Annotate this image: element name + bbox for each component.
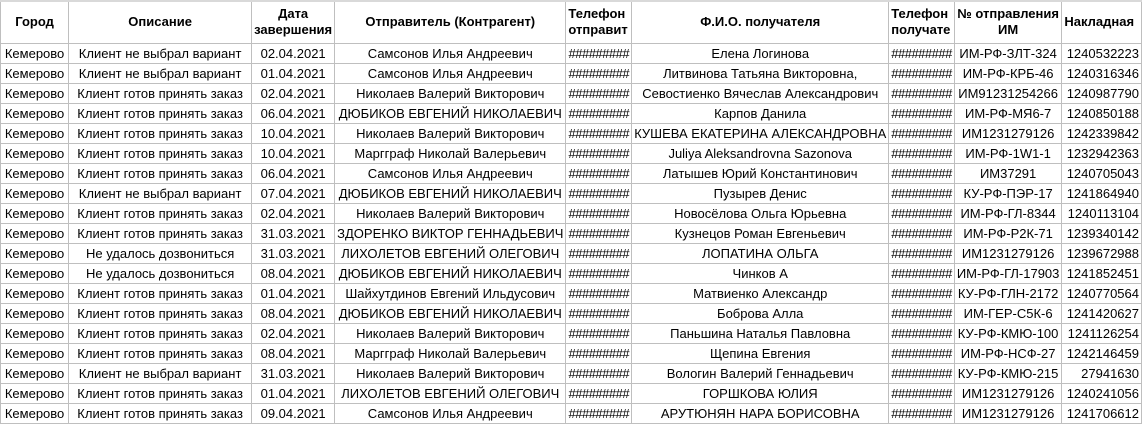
cell-recipient[interactable]: ЛОПАТИНА ОЛЬГА [632, 244, 889, 264]
cell-waybill[interactable]: 1241420627 [1062, 304, 1142, 324]
cell-waybill[interactable]: 1239672988 [1062, 244, 1142, 264]
table-row [1, 164, 1142, 184]
cell-sender-phone[interactable]: ######### [566, 224, 632, 244]
table-row [1, 84, 1142, 104]
cell-date[interactable]: 06.04.2021 [252, 104, 335, 124]
table-row [1, 404, 1142, 424]
cell-city[interactable]: Кемерово [1, 204, 69, 224]
cell-sender-phone[interactable]: ######### [566, 384, 632, 404]
cell-sender-phone[interactable]: ######### [566, 184, 632, 204]
cell-recipient-phone[interactable]: ######### [889, 284, 955, 304]
cell-description[interactable]: Клиент готов принять заказ [69, 84, 252, 104]
cell-recipient[interactable]: Литвинова Татьяна Викторовна, [632, 64, 889, 84]
cell-waybill[interactable]: 27941630 [1062, 364, 1142, 384]
cell-city[interactable]: Кемерово [1, 84, 69, 104]
table-row [1, 244, 1142, 264]
cell-sender-phone[interactable]: ######### [566, 304, 632, 324]
cell-description[interactable]: Клиент готов принять заказ [69, 404, 252, 424]
cell-shipment-no[interactable]: ИМ-РФ-Р2К-71 [954, 224, 1062, 244]
table-row [1, 204, 1142, 224]
cell-date[interactable]: 31.03.2021 [252, 244, 335, 264]
cell-shipment-no[interactable]: ИМ1231279126 [954, 384, 1062, 404]
cell-shipment-no[interactable]: КУ-РФ-КМЮ-215 [954, 364, 1062, 384]
cell-shipment-no[interactable]: ИМ-РФ-МЯ6-7 [954, 104, 1062, 124]
cell-description[interactable]: Клиент готов принять заказ [69, 124, 252, 144]
cell-shipment-no[interactable]: ИМ1231279126 [954, 404, 1062, 424]
cell-waybill[interactable]: 1242146459 [1062, 344, 1142, 364]
header-description[interactable]: Описание [69, 1, 252, 44]
cell-recipient-phone[interactable]: ######### [889, 44, 955, 64]
cell-description[interactable]: Клиент готов принять заказ [69, 384, 252, 404]
cell-city[interactable]: Кемерово [1, 384, 69, 404]
cell-description[interactable]: Клиент не выбрал вариант [69, 184, 252, 204]
cell-sender[interactable]: ЛИХОЛЕТОВ ЕВГЕНИЙ ОЛЕГОВИЧ [335, 244, 566, 264]
cell-waybill[interactable]: 1240850188 [1062, 104, 1142, 124]
cell-recipient-phone[interactable]: ######### [889, 244, 955, 264]
cell-description[interactable]: Клиент готов принять заказ [69, 304, 252, 324]
cell-recipient[interactable]: КУШЕВА ЕКАТЕРИНА АЛЕКСАНДРОВНА [632, 124, 889, 144]
cell-date[interactable]: 31.03.2021 [252, 364, 335, 384]
cell-sender[interactable]: Самсонов Илья Андреевич [335, 164, 566, 184]
cell-shipment-no[interactable]: ИМ-РФ-1W1-1 [954, 144, 1062, 164]
cell-city[interactable]: Кемерово [1, 124, 69, 144]
cell-date[interactable]: 01.04.2021 [252, 64, 335, 84]
cell-city[interactable]: Кемерово [1, 164, 69, 184]
table-row [1, 384, 1142, 404]
cell-recipient-phone[interactable]: ######### [889, 104, 955, 124]
cell-sender-phone[interactable]: ######### [566, 84, 632, 104]
cell-city[interactable]: Кемерово [1, 404, 69, 424]
cell-waybill[interactable]: 1242339842 [1062, 124, 1142, 144]
cell-shipment-no[interactable]: КУ-РФ-ГЛН-2172 [954, 284, 1062, 304]
cell-description[interactable]: Клиент готов принять заказ [69, 284, 252, 304]
cell-sender[interactable]: ДЮБИКОВ ЕВГЕНИЙ НИКОЛАЕВИЧ [335, 264, 566, 284]
cell-shipment-no[interactable]: КУ-РФ-КМЮ-100 [954, 324, 1062, 344]
cell-recipient[interactable]: Елена Логинова [632, 44, 889, 64]
cell-date[interactable]: 06.04.2021 [252, 164, 335, 184]
cell-recipient-phone[interactable]: ######### [889, 324, 955, 344]
cell-waybill[interactable]: 1240770564 [1062, 284, 1142, 304]
header-recipient[interactable]: Ф.И.О. получателя [632, 1, 889, 44]
cell-recipient[interactable]: Щепина Евгения [632, 344, 889, 364]
cell-sender-phone[interactable]: ######### [566, 404, 632, 424]
cell-date[interactable]: 02.04.2021 [252, 84, 335, 104]
cell-shipment-no[interactable]: ИМ37291 [954, 164, 1062, 184]
cell-shipment-no[interactable]: ИМ91231254266 [954, 84, 1062, 104]
cell-city[interactable]: Кемерово [1, 304, 69, 324]
header-row [1, 1, 1142, 44]
cell-sender[interactable]: Николаев Валерий Викторович [335, 324, 566, 344]
cell-recipient-phone[interactable]: ######### [889, 264, 955, 284]
cell-city[interactable]: Кемерово [1, 264, 69, 284]
cell-shipment-no[interactable]: КУ-РФ-ПЭР-17 [954, 184, 1062, 204]
cell-recipient-phone[interactable]: ######### [889, 384, 955, 404]
cell-waybill[interactable]: 1241126254 [1062, 324, 1142, 344]
cell-recipient-phone[interactable]: ######### [889, 204, 955, 224]
cell-sender-phone[interactable]: ######### [566, 164, 632, 184]
cell-shipment-no[interactable]: ИМ-РФ-ГЛ-8344 [954, 204, 1062, 224]
cell-city[interactable]: Кемерово [1, 144, 69, 164]
table-row [1, 64, 1142, 84]
cell-recipient-phone[interactable]: ######### [889, 364, 955, 384]
cell-sender[interactable]: Самсонов Илья Андреевич [335, 64, 566, 84]
cell-sender-phone[interactable]: ######### [566, 284, 632, 304]
cell-date[interactable]: 01.04.2021 [252, 384, 335, 404]
cell-sender[interactable]: Николаев Валерий Викторович [335, 84, 566, 104]
cell-recipient[interactable]: Juliya Aleksandrovna Sazonova [632, 144, 889, 164]
cell-date[interactable]: 08.04.2021 [252, 264, 335, 284]
cell-date[interactable]: 10.04.2021 [252, 124, 335, 144]
cell-description[interactable]: Клиент готов принять заказ [69, 104, 252, 124]
cell-date[interactable]: 01.04.2021 [252, 284, 335, 304]
cell-recipient[interactable]: Севостиенко Вячеслав Александрович [632, 84, 889, 104]
cell-recipient-phone[interactable]: ######### [889, 304, 955, 324]
cell-waybill[interactable]: 1240316346 [1062, 64, 1142, 84]
cell-date[interactable]: 31.03.2021 [252, 224, 335, 244]
cell-shipment-no[interactable]: ИМ-РФ-КРБ-46 [954, 64, 1062, 84]
header-recipient-phone[interactable]: Телефон получате [889, 1, 955, 44]
cell-sender[interactable]: ДЮБИКОВ ЕВГЕНИЙ НИКОЛАЕВИЧ [335, 104, 566, 124]
cell-sender-phone[interactable]: ######### [566, 324, 632, 344]
cell-recipient[interactable]: Карпов Данила [632, 104, 889, 124]
cell-shipment-no[interactable]: ИМ-РФ-ЗЛТ-324 [954, 44, 1062, 64]
cell-waybill[interactable]: 1241706612 [1062, 404, 1142, 424]
cell-recipient-phone[interactable]: ######### [889, 404, 955, 424]
cell-recipient-phone[interactable]: ######### [889, 144, 955, 164]
table-row [1, 124, 1142, 144]
cell-waybill[interactable]: 1240532223 [1062, 44, 1142, 64]
cell-city[interactable]: Кемерово [1, 104, 69, 124]
cell-sender[interactable]: Самсонов Илья Андреевич [335, 404, 566, 424]
cell-sender-phone[interactable]: ######### [566, 204, 632, 224]
cell-sender-phone[interactable]: ######### [566, 344, 632, 364]
cell-city[interactable]: Кемерово [1, 324, 69, 344]
cell-city[interactable]: Кемерово [1, 244, 69, 264]
cell-sender[interactable]: Самсонов Илья Андреевич [335, 44, 566, 64]
cell-sender-phone[interactable]: ######### [566, 144, 632, 164]
cell-recipient[interactable]: Кузнецов Роман Евгеньевич [632, 224, 889, 244]
cell-sender-phone[interactable]: ######### [566, 44, 632, 64]
cell-shipment-no[interactable]: ИМ-ГЕР-С5К-6 [954, 304, 1062, 324]
table-row [1, 284, 1142, 304]
table-row [1, 324, 1142, 344]
header-sender[interactable]: Отправитель (Контрагент) [335, 1, 566, 44]
cell-waybill[interactable]: 1240113104 [1062, 204, 1142, 224]
cell-sender[interactable]: Николаев Валерий Викторович [335, 364, 566, 384]
cell-recipient[interactable]: Пузырев Денис [632, 184, 889, 204]
cell-recipient[interactable]: АРУТЮНЯН НАРА БОРИСОВНА [632, 404, 889, 424]
cell-sender[interactable]: Николаев Валерий Викторович [335, 204, 566, 224]
cell-date[interactable]: 08.04.2021 [252, 304, 335, 324]
table-row [1, 364, 1142, 384]
cell-recipient-phone[interactable]: ######### [889, 184, 955, 204]
cell-shipment-no[interactable]: ИМ-РФ-ГЛ-17903 [954, 264, 1062, 284]
cell-sender[interactable]: ЗДОРЕНКО ВИКТОР ГЕННАДЬЕВИЧ [335, 224, 566, 244]
cell-description[interactable]: Клиент не выбрал вариант [69, 64, 252, 84]
cell-city[interactable]: Кемерово [1, 184, 69, 204]
cell-sender[interactable]: Шайхутдинов Евгений Ильдусович [335, 284, 566, 304]
header-sender-phone[interactable]: Телефон отправит [566, 1, 632, 44]
table-row [1, 344, 1142, 364]
header-date[interactable]: Дата завершения [252, 1, 335, 44]
cell-waybill[interactable]: 1240705043 [1062, 164, 1142, 184]
cell-description[interactable]: Не удалось дозвониться [69, 244, 252, 264]
table-row [1, 144, 1142, 164]
cell-sender[interactable]: Маргграф Николай Валерьевич [335, 344, 566, 364]
cell-waybill[interactable]: 1239340142 [1062, 224, 1142, 244]
cell-shipment-no[interactable]: ИМ-РФ-НСФ-27 [954, 344, 1062, 364]
cell-date[interactable]: 08.04.2021 [252, 344, 335, 364]
cell-recipient[interactable]: Паньшина Наталья Павловна [632, 324, 889, 344]
cell-recipient-phone[interactable]: ######### [889, 224, 955, 244]
cell-sender-phone[interactable]: ######### [566, 104, 632, 124]
cell-recipient[interactable]: Матвиенко Александр [632, 284, 889, 304]
cell-description[interactable]: Клиент готов принять заказ [69, 344, 252, 364]
table-row [1, 184, 1142, 204]
cell-recipient-phone[interactable]: ######### [889, 124, 955, 144]
cell-sender-phone[interactable]: ######### [566, 264, 632, 284]
cell-sender[interactable]: ДЮБИКОВ ЕВГЕНИЙ НИКОЛАЕВИЧ [335, 304, 566, 324]
cell-waybill[interactable]: 1241864940 [1062, 184, 1142, 204]
cell-recipient[interactable]: Латышев Юрий Константинович [632, 164, 889, 184]
cell-sender[interactable]: ДЮБИКОВ ЕВГЕНИЙ НИКОЛАЕВИЧ [335, 184, 566, 204]
cell-sender-phone[interactable]: ######### [566, 64, 632, 84]
cell-description[interactable]: Клиент готов принять заказ [69, 224, 252, 244]
cell-city[interactable]: Кемерово [1, 224, 69, 244]
cell-sender-phone[interactable]: ######### [566, 124, 632, 144]
cell-city[interactable]: Кемерово [1, 64, 69, 84]
cell-sender-phone[interactable]: ######### [566, 244, 632, 264]
cell-description[interactable]: Клиент готов принять заказ [69, 204, 252, 224]
cell-date[interactable]: 07.04.2021 [252, 184, 335, 204]
cell-recipient-phone[interactable]: ######### [889, 344, 955, 364]
cell-recipient-phone[interactable]: ######### [889, 84, 955, 104]
cell-date[interactable]: 10.04.2021 [252, 144, 335, 164]
cell-city[interactable]: Кемерово [1, 364, 69, 384]
header-city[interactable]: Город [1, 1, 69, 44]
cell-city[interactable]: Кемерово [1, 344, 69, 364]
cell-recipient[interactable]: Вологин Валерий Геннадьевич [632, 364, 889, 384]
cell-waybill[interactable]: 1240987790 [1062, 84, 1142, 104]
table-row [1, 104, 1142, 124]
table-body [1, 44, 1142, 424]
table-row [1, 264, 1142, 284]
cell-description[interactable]: Клиент не выбрал вариант [69, 364, 252, 384]
cell-recipient[interactable]: Чинков А [632, 264, 889, 284]
cell-sender-phone[interactable]: ######### [566, 364, 632, 384]
cell-description[interactable]: Клиент готов принять заказ [69, 164, 252, 184]
top-border [0, 0, 1142, 2]
cell-date[interactable]: 02.04.2021 [252, 44, 335, 64]
cell-recipient-phone[interactable]: ######### [889, 164, 955, 184]
header-waybill[interactable]: Накладная [1062, 1, 1142, 44]
cell-waybill[interactable]: 1232942363 [1062, 144, 1142, 164]
cell-sender[interactable]: Маргграф Николай Валерьевич [335, 144, 566, 164]
cell-waybill[interactable]: 1241852451 [1062, 264, 1142, 284]
header-shipment-no[interactable]: № отправления ИМ [954, 1, 1062, 44]
cell-recipient[interactable]: ГОРШКОВА ЮЛИЯ [632, 384, 889, 404]
cell-sender[interactable]: ЛИХОЛЕТОВ ЕВГЕНИЙ ОЛЕГОВИЧ [335, 384, 566, 404]
cell-shipment-no[interactable]: ИМ1231279126 [954, 124, 1062, 144]
cell-description[interactable]: Клиент не выбрал вариант [69, 44, 252, 64]
cell-date[interactable]: 02.04.2021 [252, 204, 335, 224]
cell-date[interactable]: 09.04.2021 [252, 404, 335, 424]
cell-recipient[interactable]: Новосёлова Ольга Юрьевна [632, 204, 889, 224]
cell-description[interactable]: Клиент готов принять заказ [69, 144, 252, 164]
cell-description[interactable]: Не удалось дозвониться [69, 264, 252, 284]
cell-date[interactable]: 02.04.2021 [252, 324, 335, 344]
table-row [1, 304, 1142, 324]
cell-city[interactable]: Кемерово [1, 284, 69, 304]
cell-recipient-phone[interactable]: ######### [889, 64, 955, 84]
cell-city[interactable]: Кемерово [1, 44, 69, 64]
cell-waybill[interactable]: 1240241056 [1062, 384, 1142, 404]
cell-sender[interactable]: Николаев Валерий Викторович [335, 124, 566, 144]
cell-recipient[interactable]: Боброва Алла [632, 304, 889, 324]
table-row [1, 224, 1142, 244]
cell-shipment-no[interactable]: ИМ1231279126 [954, 244, 1062, 264]
table-row [1, 44, 1142, 64]
cell-description[interactable]: Клиент готов принять заказ [69, 324, 252, 344]
